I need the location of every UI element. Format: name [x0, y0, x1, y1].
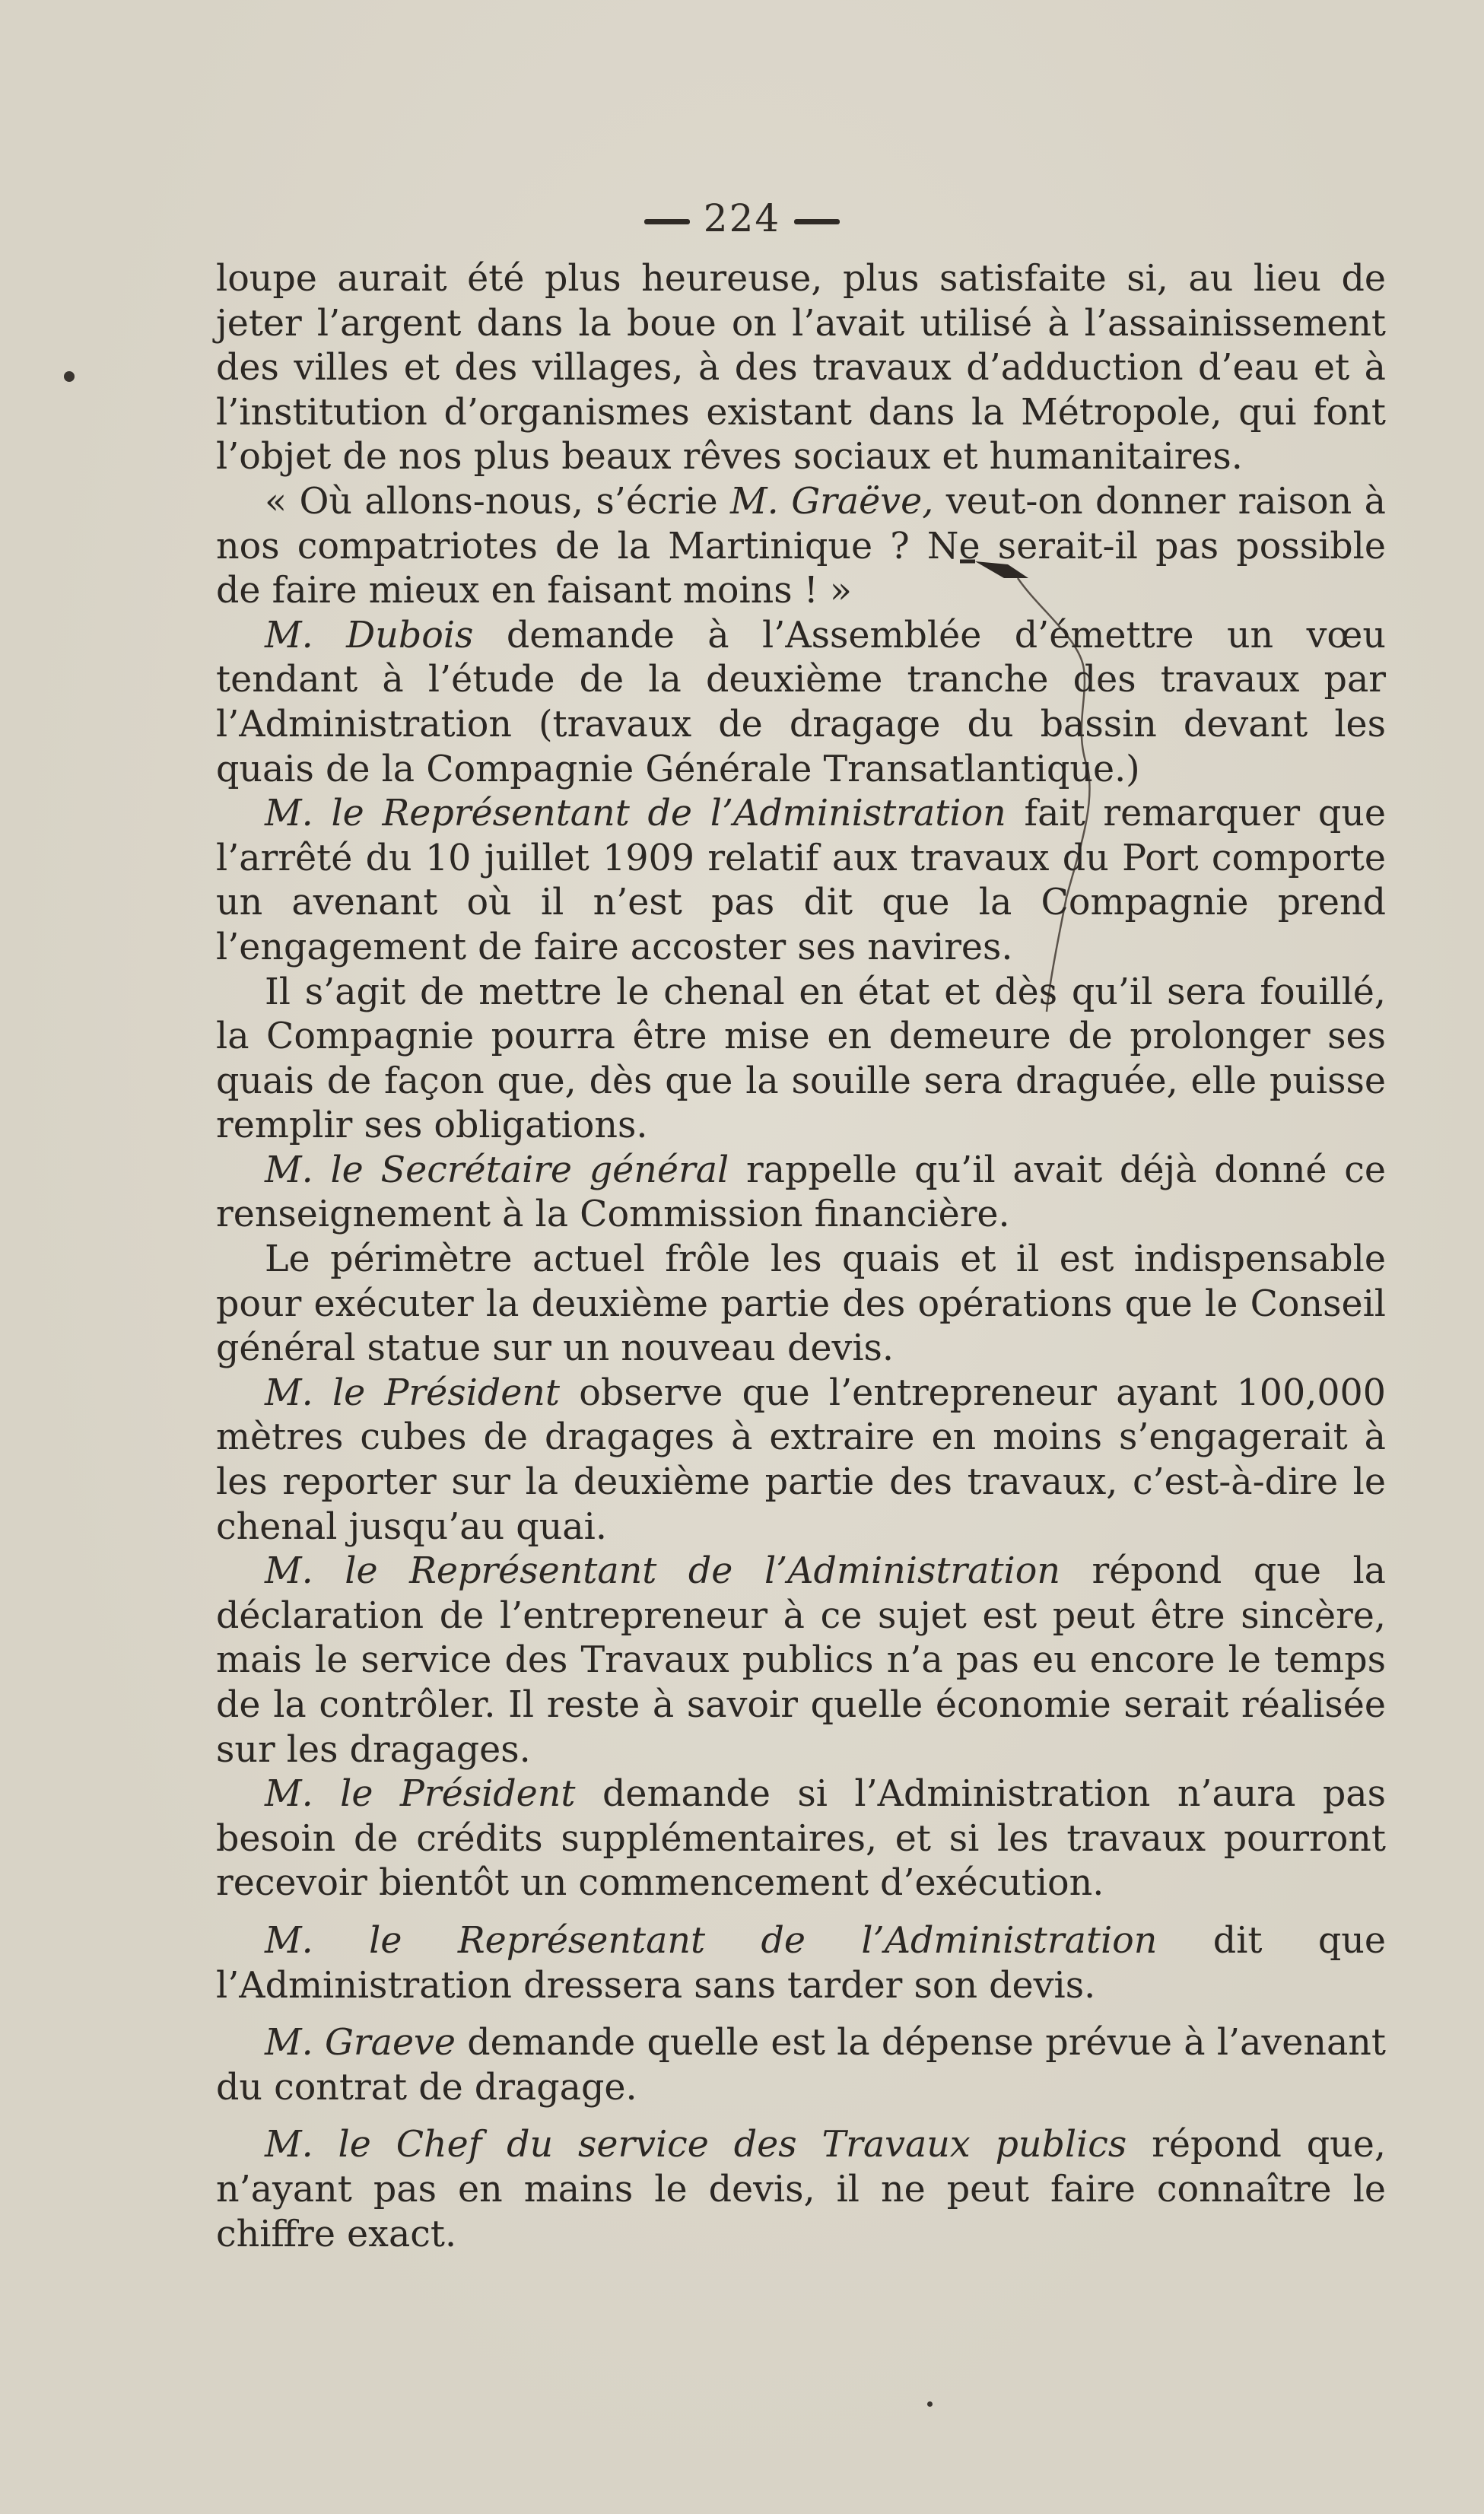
paragraph-13 [216, 2123, 1386, 2257]
paragraph-13-speaker: M. le Chef du service des Travaux publics [265, 2124, 1127, 2166]
paragraph-8-text: observe que l’entrepreneur ayant 100,000 mètres cubes de dragages à extraire en moins s’engagerait à les reporter sur la deuxième partie des travaux, c’est-à-dire le chenal jusqu’au quai. [216, 1371, 1386, 1548]
paragraph-10 [216, 1772, 1386, 1906]
paragraph-6-speaker: M. le Secrétaire général [265, 1149, 729, 1191]
paragraph-7 [216, 1238, 1386, 1371]
paragraph-11 [216, 1919, 1386, 2008]
paragraph-4-text: fait remarquer que l’arrêté du 10 juillet 1909 relatif aux travaux du Port comporte un avenant où il n’est pas dit que la Compagnie prend l’engagement de faire accoster ses navires. [216, 793, 1386, 968]
paragraph-8 [216, 1371, 1386, 1549]
paragraph-4-speaker: M. le Représentant de l’Administration [265, 793, 1006, 835]
paragraph-7-text: Le périmètre actuel frôle les quais et il est indispensable pour exécuter la deuxième partie des opérations que le Conseil général statue sur un nouveau devis. [216, 1238, 1386, 1370]
paragraph-5 [216, 971, 1386, 1149]
paragraph-6-text: rappelle qu’il avait déjà donné ce renseignement à la Commission financière. [216, 1149, 1386, 1236]
paragraph-10-text: demande si l’Administration n’aura pas besoin de crédits supplémentaires, et si les travaux pourront recevoir bientôt un commencement d’exécution. [216, 1773, 1386, 1905]
paragraph-8-speaker: M. le Président [265, 1371, 560, 1414]
page-number-value: 224 [703, 196, 781, 240]
paragraph-2-text-after: veut-on donner raison à nos compatriotes de la Martinique ? Ne serait-il pas possible de faire mieux en faisant moins ! » [216, 480, 1386, 612]
paragraph-12-text: demande quelle est la dépense prévue à l’avenant du contrat de dragage. [216, 2022, 1386, 2109]
paragraph-3-speaker: M. Dubois [265, 614, 474, 656]
paragraph-3 [216, 614, 1386, 792]
paragraph-2 [216, 480, 1386, 614]
paragraph-3-text: demande à l’Assemblée d’émettre un vœu tendant à l’étude de la deuxième tranche des travaux par l’Administration (travaux de dragage du bassin devant les quais de la Compagnie Générale Transatlantique.) [216, 614, 1386, 790]
paragraph-13-text: répond que, n’ayant pas en mains le devis, il ne peut faire connaître le chiffre exact. [216, 2124, 1386, 2255]
stray-ink-dot [927, 2401, 933, 2407]
paragraph-2-text: « Où allons-nous, s’écrie [265, 480, 718, 523]
paragraph-9 [216, 1549, 1386, 1772]
paragraph-12 [216, 2021, 1386, 2110]
body-text [216, 257, 1386, 2257]
paragraph-12-speaker: M. Graeve [265, 2022, 456, 2064]
paragraph-10-speaker: M. le Président [265, 1773, 576, 1816]
paragraph-1 [216, 257, 1386, 480]
paragraph-9-speaker: M. le Représentant de l’Administration [265, 1550, 1060, 1593]
paragraph-11-text: dit que l’Administration dressera sans tarder son devis. [216, 1919, 1386, 2007]
paragraph-11-speaker: M. le Représentant de l’Administration [265, 1919, 1158, 1962]
paragraph-2-speaker: M. Graëve, [730, 480, 934, 523]
paragraph-9-text: répond que la déclaration de l’entrepreneur à ce sujet est peut être sincère, mais le service des Travaux publics n’a pas eu encore le temps de la contrôler. Il reste à savoir quelle économie serait réalisée sur les dragages. [216, 1550, 1386, 1771]
paragraph-5-text: Il s’agit de mettre le chenal en état et dès qu’il sera fouillé, la Compagnie pourra être mise en demeure de prolonger ses quais de façon que, dès que la souille sera draguée, elle puisse remplir ses obligations. [216, 971, 1386, 1147]
paragraph-6 [216, 1149, 1386, 1238]
paragraph-1-text: loupe aurait été plus heureuse, plus satisfaite si, au lieu de jeter l’argent dans la boue on l’avait utilisé à l’assainissement des villes et des villages, à des travaux d’adduction d’eau et à l’institution d’organismes existant dans la Métropole, qui font l’objet de nos plus beaux rêves sociaux et humanitaires. [216, 258, 1386, 478]
paragraph-4 [216, 792, 1386, 970]
